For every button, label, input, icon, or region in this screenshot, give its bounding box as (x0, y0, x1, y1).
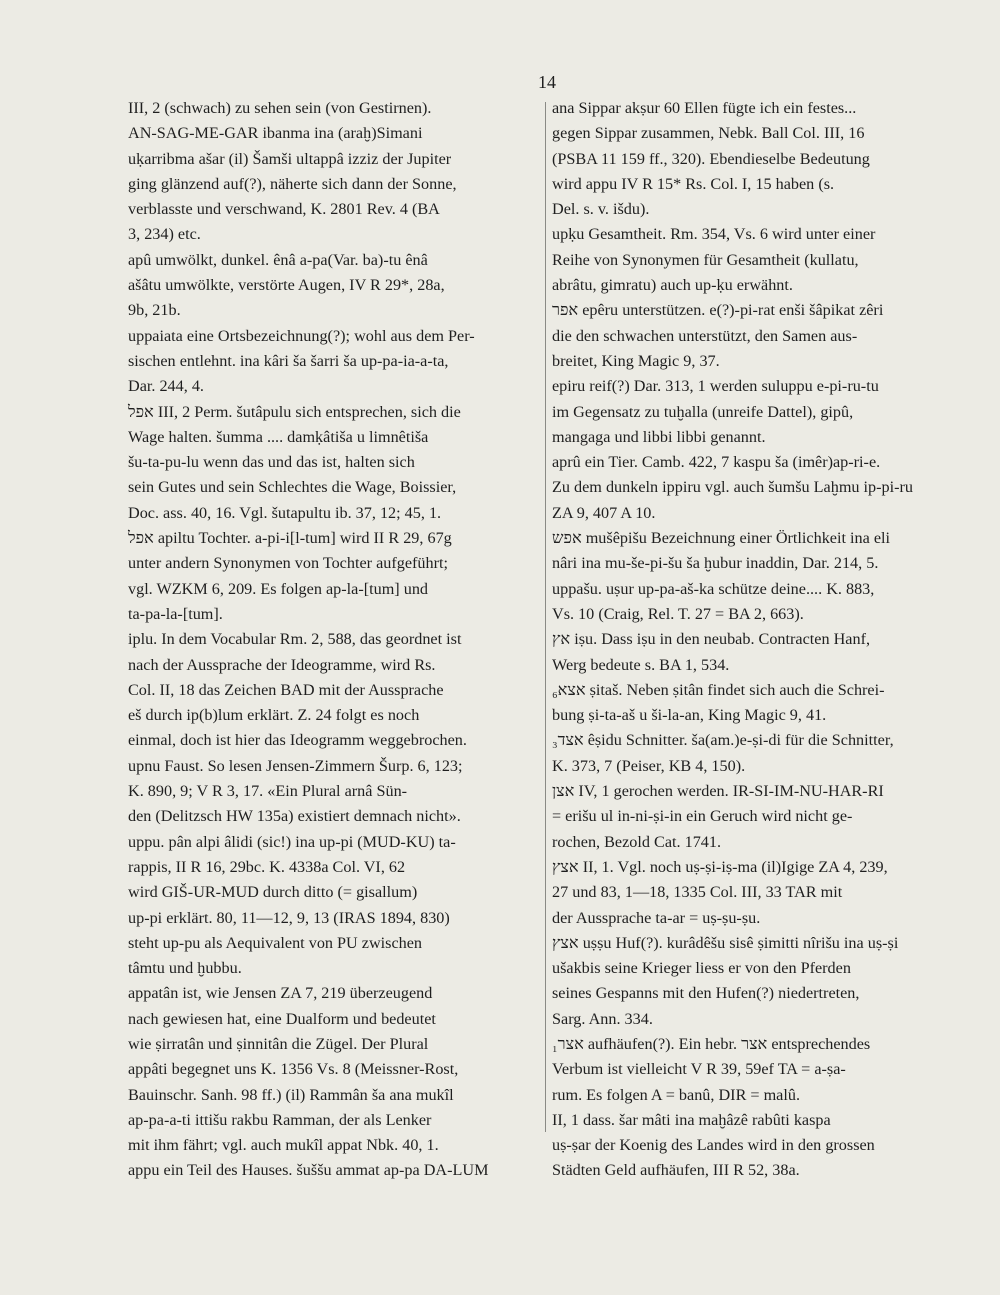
text-line: sischen entlehnt. ina kâri ša šarri ša up-pa-ia-a-ta, (128, 351, 449, 370)
text-line: steht up-pu als Aequivalent von PU zwischen (128, 933, 423, 952)
text-line: wird GIŠ-UR-MUD durch ditto (= gisallum) (128, 883, 418, 902)
text-line: eš durch ip(b)lum erklärt. Z. 24 folgt es noch (128, 706, 420, 725)
text-line: mangaga und libbi libbi genannt. (552, 427, 766, 446)
text-line: אפר epêru unterstützen. e(?)-pi-rat enši šâpikat zêri (552, 301, 884, 320)
text-line: AN-SAG-ME-GAR ibanma ina (araḫ)Simani (128, 124, 423, 143)
text-line: אצא₆ ṣitaš. Neben ṣitân findet sich auch die Schrei- (552, 680, 885, 699)
text-line: nach gewiesen hat, eine Dualform und bedeutet (128, 1009, 436, 1028)
text-line: III, 2 (schwach) zu sehen sein (von Gestirnen). (128, 99, 432, 117)
text-line: אפש mušêpišu Bezeichnung einer Örtlichkeit ina eli (552, 529, 891, 548)
text-line: Reihe von Synonymen für Gesamtheit (kullatu, (552, 250, 859, 269)
text-line: vgl. WZKM 6, 209. Es folgen ap-la-[tum] und (128, 579, 429, 598)
text-line: ap-pa-a-ti ittišu rakbu Ramman, der als Lenker (128, 1110, 432, 1129)
text-line: Del. s. v. išdu). (552, 200, 650, 219)
text-line: = erišu ul in-ni-ṣi-in ein Geruch wird nicht ge- (552, 807, 853, 826)
text-line: iplu. In dem Vocabular Rm. 2, 588, das geordnet ist (128, 630, 462, 649)
text-line: Col. II, 18 das Zeichen BAD mit der Aussprache (128, 680, 444, 699)
text-line: appâti begegnet uns K. 1356 Vs. 8 (Meissner-Rost, (128, 1060, 459, 1079)
text-line: Werg bedeute s. BA 1, 534. (552, 655, 730, 674)
text-line: up-pi erklärt. 80, 11—12, 9, 13 (IRAS 1894, 830) (128, 908, 450, 927)
left-column (128, 96, 540, 1184)
text-line: mit ihm fährt; vgl. auch mukîl appat Nbk. 40, 1. (128, 1136, 439, 1155)
text-line: Vs. 10 (Craig, Rel. T. 27 = BA 2, 663). (552, 604, 804, 623)
text-line: šu-ta-pu-lu wenn das und das ist, halten sich (128, 453, 415, 472)
column-divider (545, 102, 546, 1132)
text-line: אצץ uṣṣu Huf(?). kurâdêšu sisê ṣimitti nîrišu ina uṣ-ṣi (552, 933, 899, 952)
text-line: 3, 234) etc. (128, 225, 201, 244)
text-line: אצן IV, 1 gerochen werden. IR-SI-IM-NU-HAR-RI (552, 782, 884, 801)
text-line: rum. Es folgen A = banû, DIR = malû. (552, 1085, 801, 1104)
text-line: nach der Aussprache der Ideogramme, wird Rs. (128, 655, 436, 674)
text-line: tâmtu und ḫubbu. (128, 959, 242, 978)
text-line: rochen, Bezold Cat. 1741. (552, 832, 722, 851)
text-line: sein Gutes und sein Schlechtes die Wage, Boissier, (128, 478, 457, 497)
text-line: אץ iṣu. Dass iṣu in den neubab. Contracten Hanf, (552, 630, 871, 649)
text-line: אפל III, 2 Perm. šutâpulu sich entsprechen, sich die (128, 402, 461, 421)
text-line: upḳu Gesamtheit. Rm. 354, Vs. 6 wird unter einer (552, 225, 876, 244)
text-line: gegen Sippar zusammen, Nebk. Ball Col. III, 16 (552, 124, 865, 143)
text-line: wie ṣirratân und ṣinnitân die Zügel. Der Plural (128, 1034, 429, 1053)
page-number: 14 (538, 72, 556, 92)
text-line: Städten Geld aufhäufen, III R 52, 38a. (552, 1161, 800, 1180)
text-line: ta-pa-la-[tum]. (128, 604, 223, 623)
text-line: (PSBA 11 159 ff., 320). Ebendieselbe Bedeutung (552, 149, 870, 168)
text-line: bung ṣi-ta-aš u ši-la-an, King Magic 9, 41. (552, 706, 827, 725)
text-line: Bauinschr. Sanh. 98 ff.) (il) Rammân ša ana mukîl (128, 1085, 454, 1104)
text-line: ana Sippar akṣur 60 Ellen fügte ich ein festes... (552, 99, 857, 117)
text-line: uppaiata eine Ortsbezeichnung(?); wohl aus dem Per- (128, 326, 475, 345)
right-column (552, 96, 970, 1184)
text-line: K. 890, 9; V R 3, 17. «Ein Plural arnâ Sün- (128, 782, 408, 801)
text-line: abrâtu, gimratu) auch up-ḳu erwähnt. (552, 276, 793, 295)
text-line: unter andern Synonymen von Tochter aufgeführt; (128, 554, 448, 573)
text-line: ušakbis seine Krieger liess er von den Pferden (552, 959, 851, 978)
text-line: nâri ina mu-še-pi-šu ša ḫubur inaddin, Dar. 214, 5. (552, 554, 879, 573)
text-line: II, 1 dass. šar mâti ina maḫâzê rabûti kaspa (552, 1110, 831, 1129)
text-line: ging glänzend auf(?), näherte sich dann der Sonne, (128, 174, 457, 193)
text-line: Wage halten. šumma .... damḳâtiša u limnêtiša (128, 427, 429, 446)
text-line: Doc. ass. 40, 16. Vgl. šutapultu ib. 37, 12; 45, 1. (128, 503, 442, 522)
text-line: die den schwachen unterstützt, den Samen aus- (552, 326, 858, 345)
text-line: Verbum ist vielleicht V R 39, 59ef TA = a-ṣa- (552, 1060, 846, 1079)
text-line: ZA 9, 407 A 10. (552, 503, 656, 522)
text-line: uḳarribma ašar (il) Šamši ultappâ izziz der Jupiter (128, 149, 452, 168)
text-line: אצר₁ aufhäufen(?). Ein hebr. אצר entsprechendes (552, 1034, 871, 1053)
text-line: appatân ist, wie Jensen ZA 7, 219 überzeugend (128, 984, 433, 1003)
text-line: den (Delitzsch HW 135a) existiert demnach nicht». (128, 807, 461, 826)
text-line: uppašu. uṣur up-pa-aš-ka schütze deine.... K. 883, (552, 579, 875, 598)
text-line: der Aussprache ta-ar = uṣ-ṣu-ṣu. (552, 908, 761, 927)
text-line: verblasste und verschwand, K. 2801 Rev. 4 (BA (128, 200, 440, 219)
text-line: apû umwölkt, dunkel. ênâ a-pa(Var. ba)-tu ênâ (128, 250, 428, 269)
text-line: einmal, doch ist hier das Ideogramm weggebrochen. (128, 731, 467, 750)
text-line: wird appu IV R 15* Rs. Col. I, 15 haben (s. (552, 174, 835, 193)
text-line: Zu dem dunkeln ippiru vgl. auch šumšu Laḫmu ip-pi-ru (552, 478, 914, 497)
text-line: Dar. 244, 4. (128, 377, 204, 396)
text-line: uṣ-ṣar der Koenig des Landes wird in den grossen (552, 1136, 875, 1155)
text-line: breitet, King Magic 9, 37. (552, 351, 720, 370)
text-line: appu ein Teil des Hauses. šuššu ammat ap-pa DA-LUM (128, 1161, 489, 1180)
text-line: upnu Faust. So lesen Jensen-Zimmern Šurp. 6, 123; (128, 756, 463, 775)
text-line: uppu. pân alpi âlidi (sic!) ina up-pi (MUD-KU) ta- (128, 832, 456, 851)
text-line: epiru reif(?) Dar. 313, 1 werden suluppu e-pi-ru-tu (552, 377, 879, 396)
text-line: K. 373, 7 (Peiser, KB 4, 150). (552, 756, 746, 775)
text-line: seines Gespanns mit den Hufen(?) niedertreten, (552, 984, 860, 1003)
text-line: 9b, 21b. (128, 301, 181, 320)
text-line: aprû ein Tier. Camb. 422, 7 kaspu ša (imêr)ap-ri-e. (552, 453, 881, 472)
text-line: rappis, II R 16, 29bc. K. 4338a Col. VI, 62 (128, 857, 406, 876)
text-line: Sarg. Ann. 334. (552, 1009, 653, 1028)
text-line: אצץ II, 1. Vgl. noch uṣ-ṣi-iṣ-ma (il)Igige ZA 4, 239, (552, 857, 888, 876)
text-line: im Gegensatz zu tuḫalla (unreife Dattel), gipû, (552, 402, 854, 421)
text-line: אפל apiltu Tochter. a-pi-i[l-tum] wird II R 29, 67g (128, 529, 452, 548)
text-line: ašâtu umwölkte, verstörte Augen, IV R 29*, 28a, (128, 276, 445, 295)
text-line: אצד₃ êṣidu Schnitter. ša(am.)e-ṣi-di für die Schnitter, (552, 731, 894, 750)
text-line: 27 und 83, 1—18, 1335 Col. III, 33 TAR mit (552, 883, 843, 902)
